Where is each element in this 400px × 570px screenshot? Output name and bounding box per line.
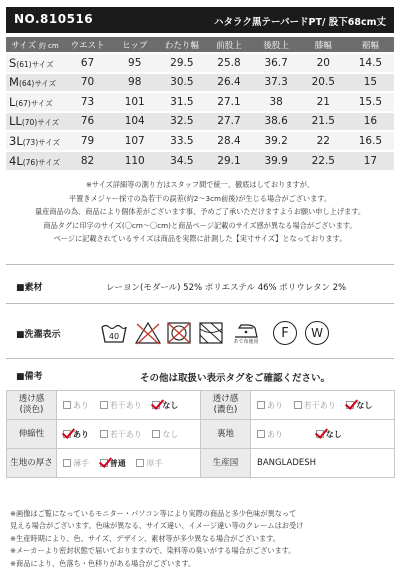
note-line: 平置きメジャー採寸の為若干の誤差(約2～3cm前後)が生じる場合がございます。 — [68, 193, 332, 203]
attributes-table — [6, 390, 395, 478]
column-header: ヒップ — [111, 37, 158, 53]
lining-options — [251, 420, 395, 449]
table-cell: 28.4 — [205, 131, 252, 151]
origin-value: BANGLADESH — [251, 449, 395, 478]
sheer-dark-label: 透け感 (濃色) — [201, 391, 251, 420]
material-value: レーヨン(モダール) 52% ポリエステル 46% ポリウレタン 2% — [106, 283, 347, 293]
size-table-header — [6, 37, 394, 53]
divider — [6, 358, 394, 359]
table-row — [6, 73, 394, 93]
option-checkbox: 若干あり — [100, 400, 142, 411]
table-row — [6, 53, 394, 73]
dry-clean-f-icon: F — [272, 318, 298, 348]
thickness-options — [57, 449, 201, 478]
table-cell: 21 — [300, 92, 347, 112]
size-label: M(64)サイズ — [6, 73, 64, 93]
table-cell: 70 — [64, 73, 111, 93]
table-cell: 25.8 — [205, 53, 252, 73]
option-checkbox-checked: なし — [152, 400, 178, 411]
care-label: ■洗濯表示 — [16, 330, 61, 340]
sheer-dark-options — [251, 391, 395, 420]
divider — [6, 303, 394, 304]
iron-icon — [228, 318, 264, 348]
note-line: ※サイズ詳細等の測り方はスタッフ間で統一、徹底はしておりますが、 — [85, 180, 315, 189]
product-title: ハタラク黒テーパードPT/ 股下68cm丈 — [214, 17, 386, 28]
column-header: わたり幅 — [158, 37, 205, 53]
size-table — [6, 37, 394, 170]
table-cell: 29.5 — [158, 53, 205, 73]
footer-line: 見える場合がございます。色味が異なる、サイズ違い、イメージ違い等のクレームはお受け — [10, 521, 304, 531]
wash-temp: 40 — [108, 332, 120, 341]
option-checkbox-checked: あり — [63, 429, 89, 440]
table-cell: 20 — [300, 53, 347, 73]
measurement-notes — [14, 178, 386, 246]
column-header: 裾幅 — [347, 37, 394, 53]
note-line: 量産商品の為、商品により個体差がございます事、予めご了承いただけますようお願い申し上げます。 — [34, 207, 366, 217]
table-cell: 79 — [64, 131, 111, 151]
divider — [6, 264, 394, 265]
footer-line: ※商品により、色落ち・色移りがある場合がございます。 — [10, 558, 196, 568]
thickness-label: 生地の厚さ — [7, 449, 57, 478]
column-header: 膝幅 — [300, 37, 347, 53]
table-cell: 16.5 — [347, 131, 394, 151]
table-cell: 39.2 — [253, 131, 300, 151]
table-cell: 30.5 — [158, 73, 205, 93]
size-label: L(67)サイズ — [6, 92, 64, 112]
column-header: ウエスト — [64, 37, 111, 53]
note-line: ページに記載されているサイズは商品を実際に計測した【実寸サイズ】となっております。 — [53, 234, 347, 244]
table-cell: 29.1 — [205, 151, 252, 171]
option-checkbox-checked: なし — [316, 429, 342, 440]
table-cell: 32.5 — [158, 112, 205, 132]
wet-clean-w-icon: W — [304, 318, 330, 348]
iron-caption: あて布使用 — [233, 339, 259, 345]
table-row — [6, 151, 394, 171]
option-checkbox: あり — [257, 429, 283, 440]
material-label: ■素材 — [16, 283, 43, 293]
footer-line: ※画像はご覧になっているモニター・パソコン等により実際の商品と多少色味が異なって — [10, 509, 297, 518]
option-checkbox: 若干あり — [294, 400, 336, 411]
table-cell: 17 — [347, 151, 394, 171]
no-bleach-icon — [134, 318, 162, 348]
table-row — [7, 420, 395, 449]
table-cell: 39.9 — [253, 151, 300, 171]
option-checkbox: なし — [152, 429, 178, 440]
wash-40-icon — [100, 318, 128, 348]
size-label: 3L(73)サイズ — [6, 131, 64, 151]
table-cell: 37.3 — [253, 73, 300, 93]
table-cell: 67 — [64, 53, 111, 73]
option-checkbox-checked: なし — [346, 400, 372, 411]
column-header: 前股上 — [205, 37, 252, 53]
footer-line: ※生産時期により、色、サイズ、デザイン、素材等が多少異なる場合がございます。 — [10, 533, 280, 543]
stretch-label: 伸縮性 — [7, 420, 57, 449]
line-dry-shade-icon — [198, 318, 224, 348]
table-cell: 38.6 — [253, 112, 300, 132]
remarks-label: ■備考 — [16, 372, 43, 382]
option-checkbox: あり — [63, 400, 89, 411]
option-checkbox: 薄手 — [63, 458, 89, 469]
table-cell: 104 — [111, 112, 158, 132]
table-cell: 27.1 — [205, 92, 252, 112]
table-cell: 82 — [64, 151, 111, 171]
stretch-options — [57, 420, 201, 449]
table-cell: 34.5 — [158, 151, 205, 171]
option-checkbox: あり — [257, 400, 283, 411]
product-number: NO.810516 — [14, 12, 94, 26]
table-row — [6, 131, 394, 151]
table-cell: 31.5 — [158, 92, 205, 112]
option-checkbox: 厚手 — [136, 458, 162, 469]
option-checkbox: 若干あり — [100, 429, 142, 440]
sheer-light-label: 透け感 (淡色) — [7, 391, 57, 420]
origin-label: 生産国 — [201, 449, 251, 478]
footer-line: ※メーカーより密封状態で届いておりますので、染料等の臭いがする場合がございます。 — [10, 546, 296, 556]
table-cell: 98 — [111, 73, 158, 93]
table-row — [6, 92, 394, 112]
table-cell: 15.5 — [347, 92, 394, 112]
header-bar — [6, 7, 394, 33]
note-line: 商品タグに印字のサイズ(〇cm～〇cm)と商品ページ記載のサイズ感が異なる場合がございます。 — [43, 220, 357, 230]
size-label: 4L(76)サイズ — [6, 151, 64, 171]
size-column-header: サイズ 約 cm — [6, 37, 64, 53]
sheer-light-options — [57, 391, 201, 420]
table-row — [6, 112, 394, 132]
table-cell: 33.5 — [158, 131, 205, 151]
table-cell: 26.4 — [205, 73, 252, 93]
option-checkbox-checked: 普通 — [100, 458, 126, 469]
table-cell: 73 — [64, 92, 111, 112]
table-cell: 101 — [111, 92, 158, 112]
table-cell: 110 — [111, 151, 158, 171]
table-cell: 36.7 — [253, 53, 300, 73]
table-cell: 15 — [347, 73, 394, 93]
lining-label: 裏地 — [201, 420, 251, 449]
table-cell: 14.5 — [347, 53, 394, 73]
table-cell: 76 — [64, 112, 111, 132]
size-label: S(61)サイズ — [6, 53, 64, 73]
table-cell: 38 — [253, 92, 300, 112]
table-cell: 107 — [111, 131, 158, 151]
remarks-text: その他は取扱い表示タグをご確認ください。 — [140, 373, 331, 384]
table-cell: 22.5 — [300, 151, 347, 171]
size-label: LL(70)サイズ — [6, 112, 64, 132]
table-cell: 21.5 — [300, 112, 347, 132]
table-cell: 27.7 — [205, 112, 252, 132]
footer-notes — [10, 508, 394, 570]
column-header: 後股上 — [253, 37, 300, 53]
table-row — [7, 449, 395, 478]
table-cell: 16 — [347, 112, 394, 132]
table-row — [7, 391, 395, 420]
table-cell: 20.5 — [300, 73, 347, 93]
no-tumble-dry-icon — [166, 318, 192, 348]
table-cell: 95 — [111, 53, 158, 73]
table-cell: 22 — [300, 131, 347, 151]
